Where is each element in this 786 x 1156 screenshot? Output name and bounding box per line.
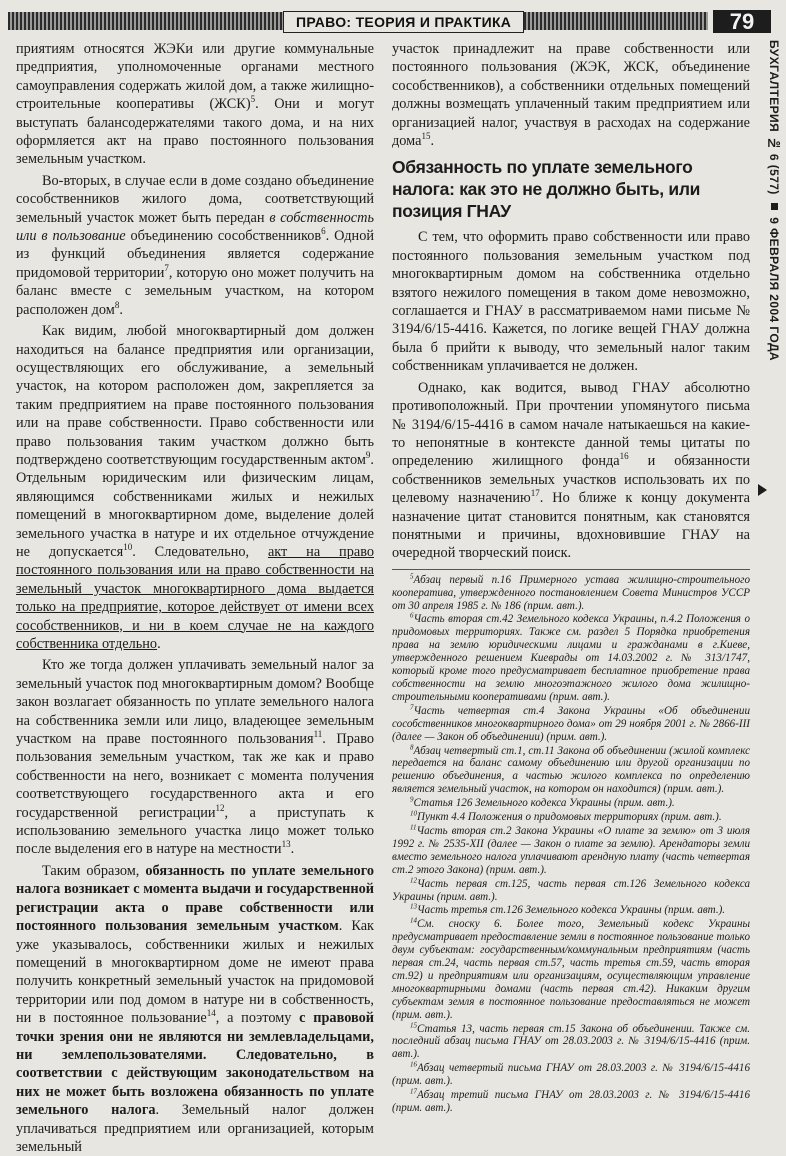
paragraph: приятиям относятся ЖЭКи или другие коммунальные предприятия, уполномоченные органами местного самоуправления содержать жилой дом, а также жилищно-строительные кооперативы (ЖСК)$^5$. Они и могут выступать балансодержателями такого дома, и на них оформляется акт на право постоянного пользования земельным участком. xyxy=(16,41,375,168)
footnotes xyxy=(392,569,750,1115)
footnote xyxy=(392,1062,750,1088)
footnote xyxy=(392,825,750,877)
paragraph: участок принадлежит на праве собственности или постоянного пользования (ЖЭК, ЖСК, объединение сособственников), а собственники отдельных помещений должны возмещать уплаченный таким предприятием или организацией налог, участвуя в расходах на содержание дома$^{15}$. xyxy=(392,41,750,150)
footnote xyxy=(392,904,750,917)
continue-arrow-icon xyxy=(758,484,767,496)
square-bullet-icon xyxy=(771,203,778,210)
footnote-text: Статья 13, часть первая ст.15 Закона об объединении. Также см. последний абзац письма ГНАУ от 28.03.2003 г. № 3194/6/15-4416 (прим. авт.). xyxy=(392,1022,750,1061)
footnote-text: Часть третья ст.126 Земельного кодекса Украины (прим. авт.). xyxy=(417,904,726,917)
paragraph: Кто же тогда должен уплачивать земельный налог за земельный участок под многоквартирным домом? Вообще закон возлагает обязанность по уплате земельного налога на собственника земли или лицо, владеющее земельным участком на праве постоянного пользования$^{11}$. Право пользования земельным участком, так же как и право собственности на него, возникает с момента получения соответствующего государственного акта и его государственной регистрации$^{12}$, а приступать к использованию земельного участка лицо может только после выделения его в натуре на местности$^{13}$. xyxy=(16,657,374,858)
footnote-text: Часть вторая ст.42 Земельного кодекса Украины, п.4.2 Положения о придомовых территориях. Также см. раздел 5 Порядка приобретения права на землю юридическими лицами и гражданами в г.Киеве, утвержденного решением Киеврады от 14.03.2002 г. № 313/1747, который кроме того предусматривает бесплатное приобретение права собственности на землю многоэтажного жилого дома жилищно-строительными кооперативами (прим. авт.). xyxy=(392,613,750,703)
footnote-text: Статья 126 Земельного кодекса Украины (прим. авт.). xyxy=(413,797,675,810)
footnote-number: 5 xyxy=(410,572,414,581)
paragraph: Во-вторых, в случае если в доме создано объединение сособственников жилого дома, соответствующий земельный участок может быть передан в собственность или в пользование объединению сособственников$^6$. Одной из функций объединения является содержание придомовой территории$^7$, которую оно может получить на баланс вместе с земельным участком, на котором расположен дом$^8$. xyxy=(16,172,374,318)
side-strip xyxy=(753,40,781,361)
footnote-number: 9 xyxy=(410,795,414,804)
footnote-text: Абзац третий письма ГНАУ от 28.03.2003 г. № 3194/6/15-4416 (прим. авт.). xyxy=(392,1089,750,1114)
magazine-issue: БУХГАЛТЕРИЯ № 6 (577) xyxy=(767,40,781,195)
footnote xyxy=(392,705,750,744)
footnote-number: 6 xyxy=(410,611,414,620)
footnote-number: 12 xyxy=(410,875,417,884)
footnote xyxy=(392,613,750,703)
footnote-text: Пункт 4.4 Положения о придомовых территориях (прим. авт.). xyxy=(417,811,722,824)
footnote-number: 7 xyxy=(410,703,414,712)
footnote-number: 16 xyxy=(410,1060,417,1069)
section-title: ПРАВО: ТЕОРИЯ И ПРАКТИКА xyxy=(283,11,524,33)
footnote-text: См. сноску 6. Более того, Земельный кодекс Украины предусматривает предоставление земли в постоянное пользование только двум субъектам: государственным/коммунальным предприятиям (часть первая ст.24, часть первая ст.57, часть третья ст.59, часть вторая ст.92) и предприятиям или организациям, осуществляющим управление многоквартирными домами (часть первая ст.42). Никаким другим субъектам земля в постоянное пользование предоставляться не может (прим. авт.). xyxy=(392,918,750,1021)
footnote-text: Часть первая ст.125, часть первая ст.126 Земельного кодекса Украины (прим. авт.). xyxy=(392,877,750,903)
page-number: 79 xyxy=(713,10,771,33)
footnote xyxy=(392,918,750,1021)
footnote xyxy=(392,742,750,797)
footnote-number: 8 xyxy=(410,742,414,751)
section-heading: Обязанность по уплате земельного налога: как это не должно быть, или позиция ГНАУ xyxy=(392,157,701,222)
footnote-text: Часть вторая ст.2 Закона Украины «О плате за землю» от 3 июля 1992 г. № 2535-XII (далее — Закон о плате за землю). Арендаторы земли вместо земельного налога уплачивают арендную плату (часть четвертая ст.2 этого Закона) (прим. авт.). xyxy=(392,824,750,876)
footnote xyxy=(392,1089,750,1115)
footnote xyxy=(392,811,750,824)
footnote-number: 17 xyxy=(410,1087,417,1096)
paragraph: Таким образом, обязанность по уплате земельного налога возникает с момента выдачи и государственной регистрации акта о праве собственности или постоянного пользования земельным участком. Как уже указывалось, собственники жилых и нежилых помещений в многоквартирном доме не имеют права получить конкретный земельный участок на придомовой территории или под домом в натуре ни в собственность, ни в постоянное пользование$^{14}$, а поэтому с правовой точки зрения они не являются ни землевладельцами, ни землепользователями. Следовательно, в соответствии с действующим законодательством на них не может быть возложена обязанность по уплате земельного налога. Земельный налог должен уплачиваться предприятием или организацией, которым земельный xyxy=(16,862,375,1155)
footnote-number: 14 xyxy=(410,916,417,925)
left-column xyxy=(16,40,374,1156)
right-column xyxy=(392,40,750,1115)
footnote-number: 10 xyxy=(410,809,417,818)
running-header xyxy=(0,0,786,34)
footnote xyxy=(392,797,750,810)
footnote-text: Абзац четвертый письма ГНАУ от 28.03.2003 г. № 3194/6/15-4416 (прим. авт.). xyxy=(392,1062,750,1088)
paragraph: Однако, как водится, вывод ГНАУ абсолютно противоположный. При прочтении упомянутого письма № 3194/6/15-4416 в самом начале натыкаешься на какие-то непонятные в контексте данной темы цитаты по определению жилищного фонда$^{16}$ и обязанности собственников земельных участков использовать их по целевому назначению$^{17}$. Но ближе к концу документа назначение цитат становится понятным, как становятся понятными и причины, вдохновившие ГНАУ на очередной творческий поиск. xyxy=(392,379,750,562)
footnote xyxy=(392,1020,750,1062)
paragraph: С тем, что оформить право собственности или право постоянного пользования земельным участком под многоквартирным домом на собственника отдельно взятого нежилого помещения в таком доме невозможно, соглашается и ГНАУ в рассматриваемом нами письме № 3194/6/15-4416. Кажется, по логике вещей ГНАУ должна была б прийти к выводу, что земельный налог таким собственникам уплачивается не должен. xyxy=(392,229,750,375)
footnote-number: 11 xyxy=(410,823,417,832)
footnote-number: 13 xyxy=(410,902,417,911)
underlined-emphasis: акт на право постоянного пользования или на право собственности на земельный участок многоквартирного дома выдается только на предприятие, которое действует от имени всех сособственников, и ни в коем случае не на каждого собственника отдельно xyxy=(16,543,374,652)
footnote xyxy=(392,875,750,904)
footnote-text: Часть четвертая ст.4 Закона Украины «Об объединении сособственников многоквартирного дома» от 29 ноября 2001 г. № 2866-III (далее — Закон об объединении) (прим. авт.). xyxy=(392,704,750,743)
footnote-text: Абзац четвертый ст.1, ст.11 Закона об объединении (жилой комплекс передается на баланс самому объединению или другой организации по решению объединения, а частью жилого комплекса по определению является земельный участок, на котором он находится) (прим. авт.). xyxy=(392,744,750,796)
footnote xyxy=(392,574,750,613)
issue-date: 9 ФЕВРАЛЯ 2004 ГОДА xyxy=(767,217,781,361)
paragraph: Как видим, любой многоквартирный дом должен находиться на балансе предприятия или организации, осуществляющих его обслуживание, а земельный участок, на котором расположен дом, закрепляется за таким предприятием на праве постоянного пользования или на праве собственности. Право собственности или право пользования таким участком должно быть подтверждено соответствующим государственным актом$^9$. Отдельным юридическим или физическим лицам, являющимся собственниками жилых и нежилых помещений в многоквартирном доме, выделение долей земельного участка в натуре и их отдельное отчуждение не допускается$^{10}$. Следовательно, акт на право постоянного пользования или на право собственности на земельный участок многоквартирного дома выдается только на предприятие, которое действует от имени всех сособственников, и ни в коем случае не на каждого собственника отдельно. xyxy=(16,323,374,652)
footnote-number: 15 xyxy=(410,1020,417,1029)
footnote-text: Абзац первый п.16 Примерного устава жилищно-строительного кооператива, утвержденного постановлением Совета Министров УССР от 30 апреля 1985 г. № 186 (прим. авт.). xyxy=(392,573,750,612)
